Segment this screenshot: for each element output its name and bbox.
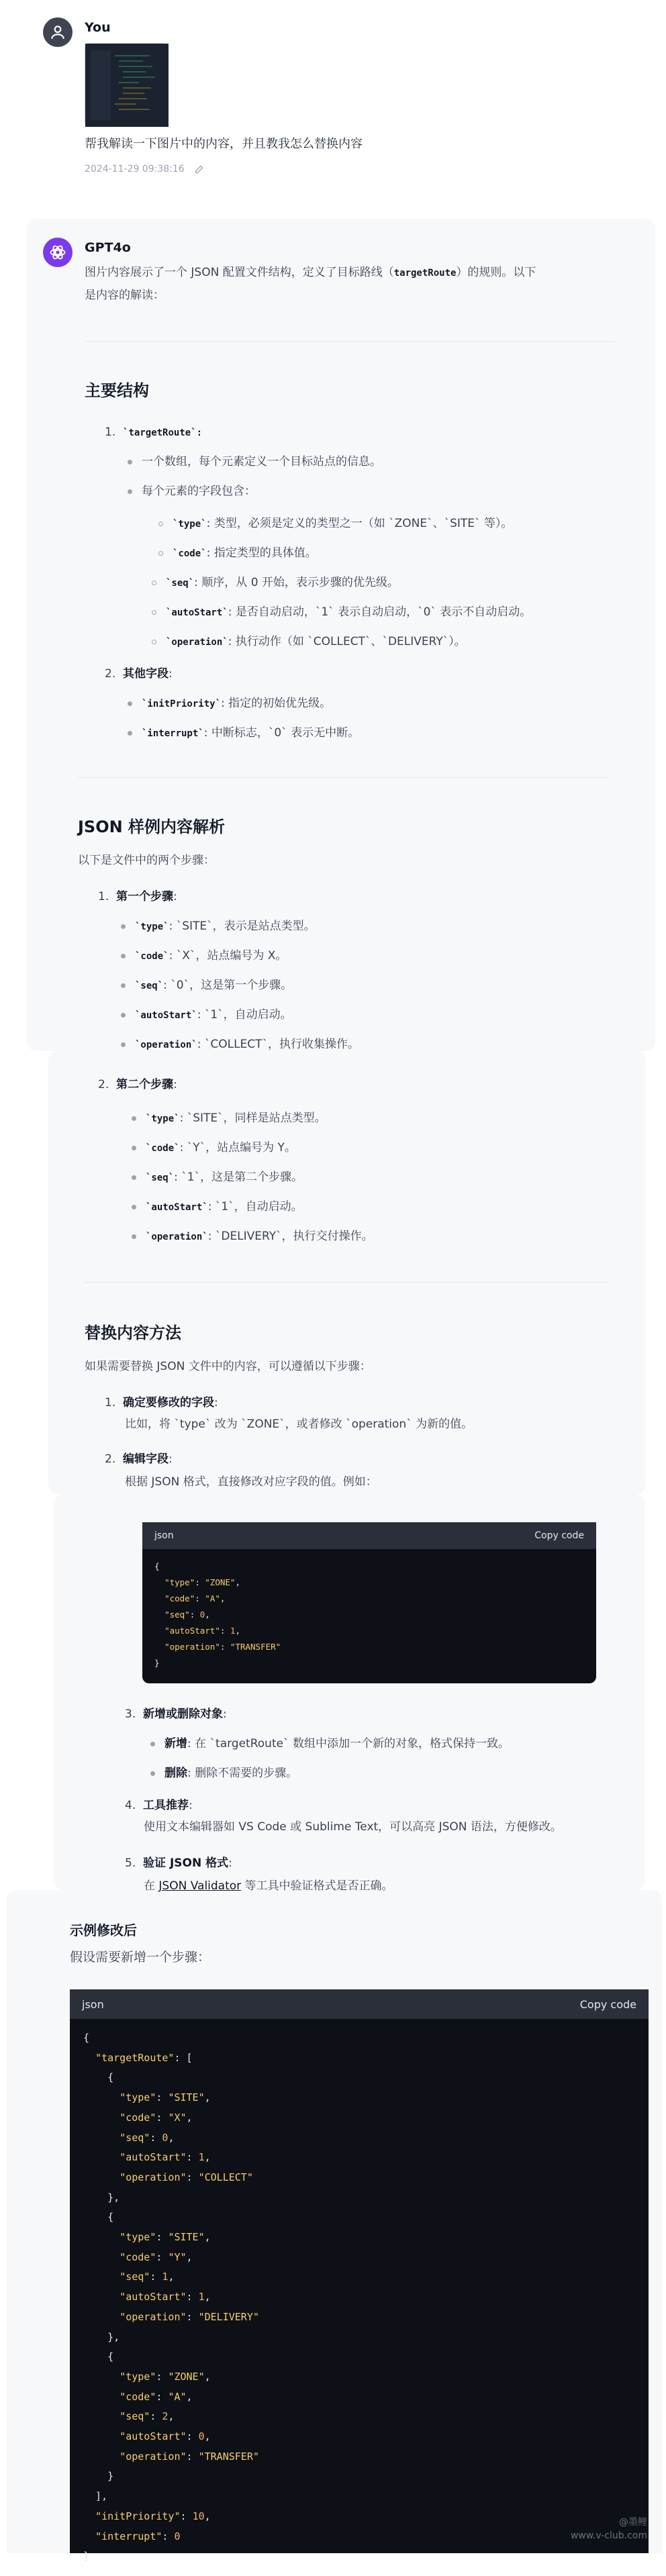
method-step-5-text: 在 JSON Validator 等工具中验证格式是否正确。 — [144, 1879, 393, 1893]
step-field: `autoStart`: `1`，自动启动。 — [121, 1004, 292, 1026]
code-block-header — [70, 1989, 649, 2019]
divider — [78, 777, 608, 778]
step-1-label: 1. 第一个步骤: — [98, 890, 177, 903]
timestamp: 2024-11-29 09:38:16 — [85, 164, 185, 175]
divider — [85, 341, 615, 342]
inline-code: targetRoute — [393, 268, 457, 279]
field-item: `type`: 类型，必须是定义的类型之一（如 `ZONE`、`SITE` 等）。 — [158, 513, 512, 535]
code-language: json — [154, 1530, 174, 1541]
watermark: @墨鲤 www.v-club.com — [570, 2517, 647, 2541]
method-step-3: 3. 新增或删除对象: — [125, 1707, 227, 1721]
intro-line-1: 图片内容展示了一个 JSON 配置文件结构，定义了目标路线（targetRoute）的规则。以下 — [85, 266, 536, 279]
code-content: { "type": "ZONE", "code": "A", "seq": 0, "autoStart": 1, "operation": "TRANSFER" } — [154, 1561, 281, 1668]
list-item-1: 1. `targetRoute`: — [105, 426, 203, 439]
intro-line-2: 是内容的解读： — [85, 289, 164, 302]
code-language: json — [82, 1997, 104, 2011]
method-step-5: 5. 验证 JSON 格式: — [125, 1856, 232, 1870]
bullet-item: 每个元素的字段包含： — [128, 481, 256, 502]
method-step-4-text: 使用文本编辑器如 VS Code 或 Sublime Text，可以高亮 JSON 语法，方便修改。 — [144, 1820, 562, 1834]
step-field: `operation`: `COLLECT`，执行收集操作。 — [121, 1034, 359, 1056]
step-field: `code`: `Y`，站点编号为 Y。 — [132, 1137, 296, 1159]
divider — [85, 1282, 608, 1283]
json-validator-link[interactable]: JSON Validator — [158, 1879, 242, 1893]
step-2-label: 2. 第二个步骤: — [98, 1078, 177, 1091]
field-item: `operation`: 执行动作（如 `COLLECT`、`DELIVERY`）。 — [152, 631, 466, 653]
method-step-1-text: 比如，将 `type` 改为 `ZONE`，或者修改 `operation` 为新的值。 — [125, 1418, 473, 1431]
message-meta — [85, 164, 205, 175]
field-item: `seq`: 顺序，从 0 开始，表示步骤的优先级。 — [152, 572, 399, 594]
step-field: `autoStart`: `1`，自动启动。 — [132, 1196, 303, 1218]
list-item-2: 2. 其他字段: — [105, 667, 173, 681]
copy-code-button[interactable]: Copy code — [534, 1530, 584, 1541]
attached-image-thumbnail[interactable] — [85, 43, 168, 126]
method-step-1: 1. 确定要修改的字段: — [105, 1396, 218, 1409]
field-item: `autoStart`: 是否自动启动，`1` 表示自动启动，`0` 表示不自动启动。 — [152, 601, 531, 624]
edit-icon[interactable] — [194, 164, 205, 175]
step-field: `seq`: `0`，这是第一个步骤。 — [121, 975, 292, 997]
copy-code-button[interactable]: Copy code — [579, 1997, 636, 2011]
section-title-replace-method: 替换内容方法 — [85, 1324, 181, 1342]
user-name: You — [85, 20, 111, 35]
user-message: 帮我解读一下图片中的内容，并且教我怎么替换内容 — [85, 137, 363, 151]
section-title-json-example: JSON 样例内容解析 — [78, 818, 226, 836]
section-intro: 以下是文件中的两个步骤： — [78, 854, 215, 867]
code-block-header — [142, 1522, 596, 1549]
gpt-avatar — [43, 238, 73, 267]
section-title-example-after: 示例修改后 — [70, 1922, 137, 1938]
section-title-main-structure: 主要结构 — [85, 381, 149, 400]
field-item: `code`: 指定类型的具体值。 — [158, 542, 317, 564]
method-step-2-text: 根据 JSON 格式，直接修改对应字段的值。例如： — [125, 1475, 377, 1489]
step-field: `type`: `SITE`，表示是站点类型。 — [121, 915, 316, 938]
bullet-item: 删除: 删除不需要的步骤。 — [150, 1763, 297, 1784]
step-field: `seq`: `1`，这是第二个步骤。 — [132, 1167, 303, 1189]
openai-logo-icon — [48, 243, 67, 262]
code-block-full-example — [70, 1989, 649, 2563]
step-field: `type`: `SITE`，同样是站点类型。 — [132, 1107, 326, 1130]
method-step-4: 4. 工具推荐: — [125, 1799, 193, 1812]
bullet-item: `initPriority`: 指定的初始优先级。 — [128, 693, 331, 715]
bullet-item: 一个数组，每个元素定义一个目标站点的信息。 — [128, 451, 381, 473]
section-intro: 如果需要替换 JSON 文件中的内容，可以遵循以下步骤： — [85, 1360, 371, 1373]
user-avatar — [43, 17, 73, 47]
bullet-item: 新增: 在 `targetRoute` 数组中添加一个新的对象，格式保持一致。 — [150, 1733, 510, 1754]
assistant-name: GPT4o — [85, 240, 131, 255]
method-step-2: 2. 编辑字段: — [105, 1452, 173, 1466]
bullet-item: `interrupt`: 中断标志，`0` 表示无中断。 — [128, 722, 359, 744]
step-field: `code`: `X`，站点编号为 X。 — [121, 945, 287, 967]
code-block-edit-example — [142, 1522, 596, 1683]
step-field: `operation`: `DELIVERY`，执行交付操作。 — [132, 1226, 373, 1248]
section-intro: 假设需要新增一个步骤： — [70, 1950, 211, 1965]
user-icon — [49, 23, 66, 41]
code-content: { "targetRoute": [ { "type": "SITE", "code": "X", "seq": 0, "autoStart": 1, "operation": "COLLECT" }, { "type": "SITE", "code": "Y", "seq": 1, "autoStart": 1, "operation": "DELIVERY" }, { "type": "ZONE", "code": "A", "seq": 2, "autoStart": 0, "operation": "TRANSFER" } ], "initPriority": 10, "interrupt": 0 } — [83, 2032, 259, 2563]
